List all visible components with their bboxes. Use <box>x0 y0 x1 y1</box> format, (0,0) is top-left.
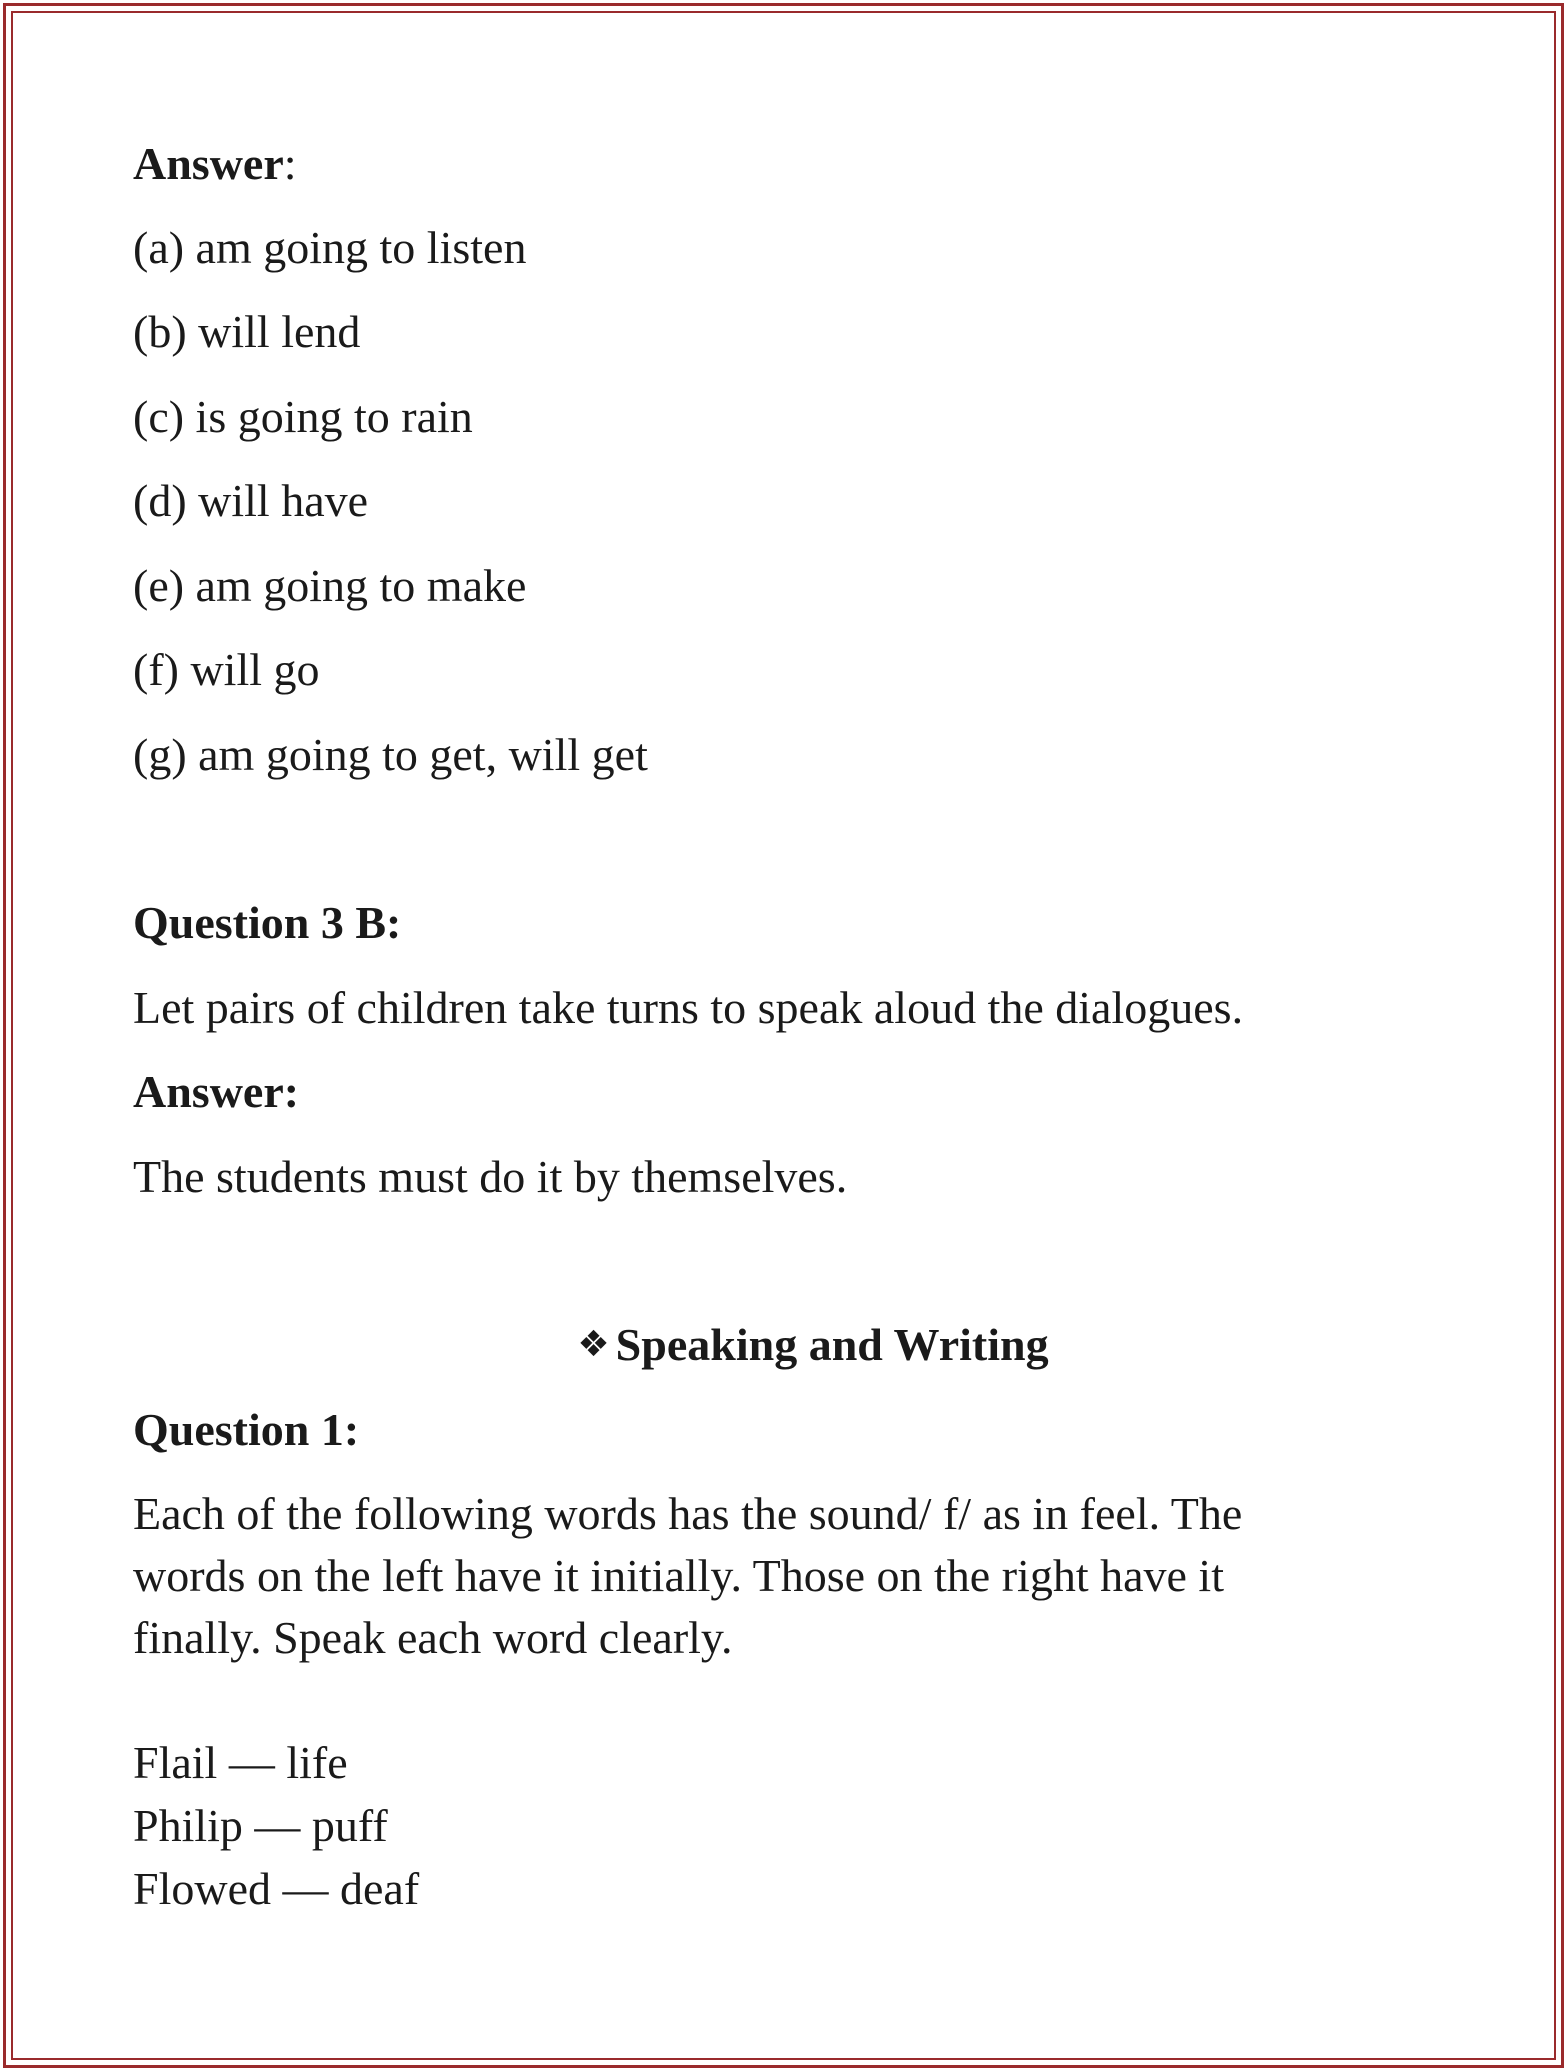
answer-text-3b: The students must do it by themselves. <box>133 1151 848 1202</box>
answer-item-b: (b) will lend <box>133 306 361 357</box>
word-pair: Philip — puff <box>133 1800 388 1851</box>
answer-item-d: (d) will have <box>133 475 369 526</box>
question-3b-prompt: Let pairs of children take turns to speak aloud the dialogues. <box>133 982 1244 1033</box>
word-pair: Flail — life <box>133 1737 348 1788</box>
answer-item-c: (c) is going to rain <box>133 391 473 442</box>
diamond-bullet-icon: ❖ <box>577 1324 610 1365</box>
answer-item-f: (f) will go <box>133 644 320 695</box>
question-1-heading: Question 1: <box>133 1404 360 1455</box>
section-title: Speaking and Writing <box>615 1319 1049 1370</box>
answer-item-g: (g) am going to get, will get <box>133 729 648 780</box>
word-pair: Flowed — deaf <box>133 1863 420 1914</box>
question-3b-heading: Question 3 B: <box>133 897 402 948</box>
word-pairs-list <box>133 1731 419 1920</box>
answer-item-a: (a) am going to listen <box>133 222 527 273</box>
answer-item-e: (e) am going to make <box>133 560 527 611</box>
section-heading <box>133 1317 1493 1373</box>
question-1-prompt: Each of the following words has the sound/ f/ as in feel. The words on the left have it initially. Those on the right have it finally. Speak each word clearly. <box>133 1488 1243 1663</box>
answer-heading-1: Answer: <box>133 138 297 189</box>
answer-heading-2: Answer: <box>133 1066 300 1117</box>
